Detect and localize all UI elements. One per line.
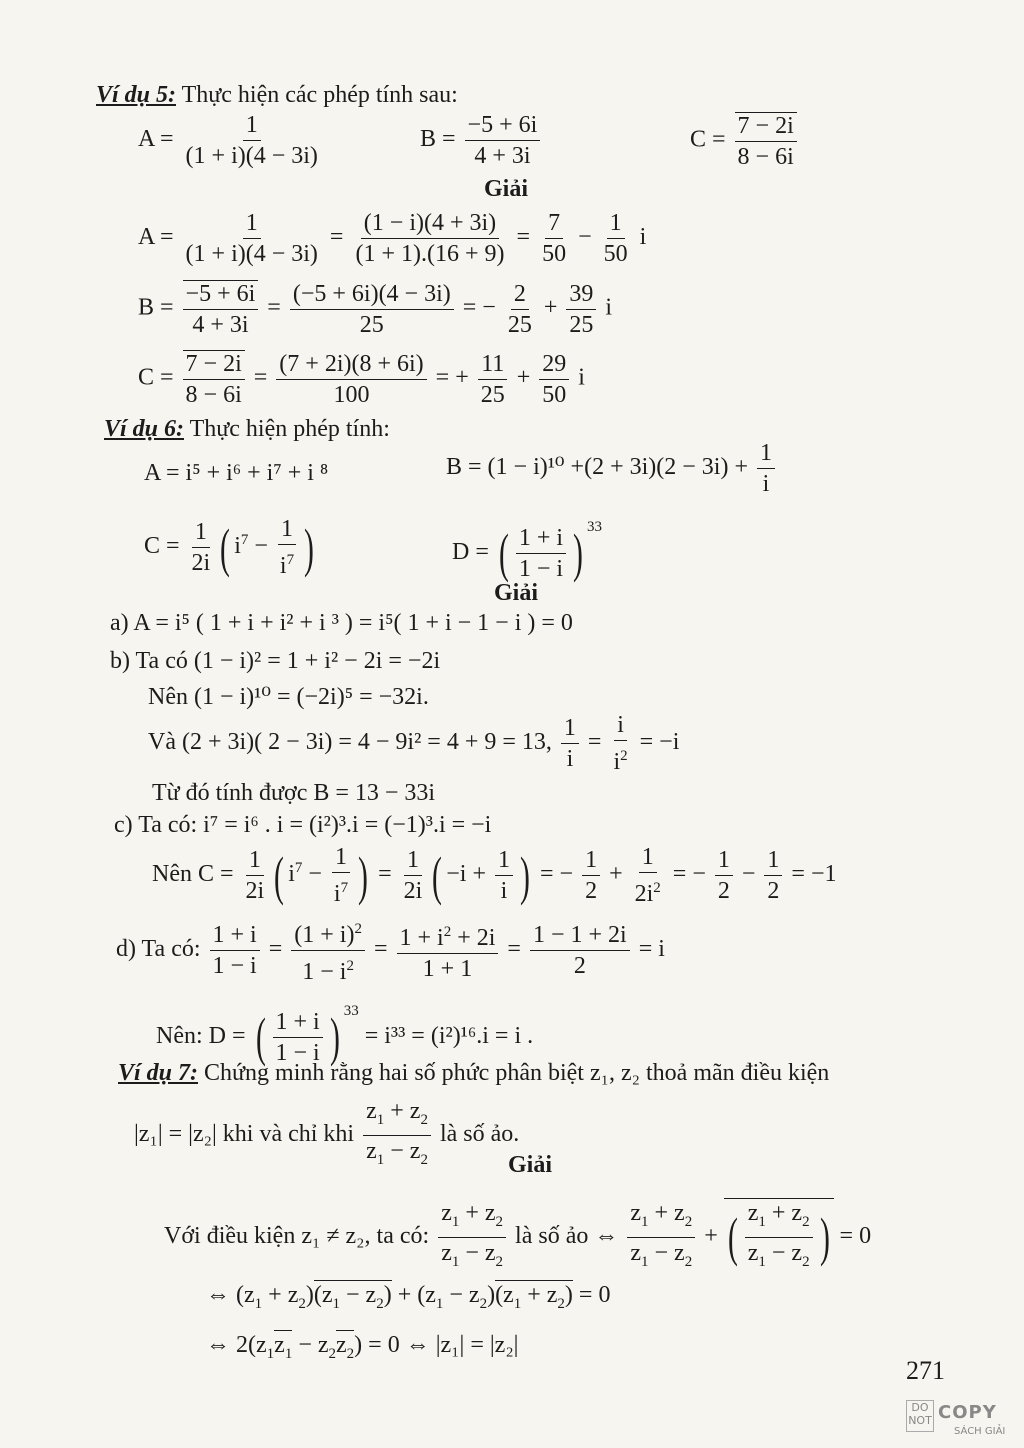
fraction: $\frac{-5 + 6i}{4 + 3i}$ xyxy=(465,112,541,169)
ex5-def-A: A = $\frac{1}{(1 + i)(4 - 3i)}$ xyxy=(138,112,324,169)
page-number: 271 xyxy=(906,1356,945,1385)
ex5-solution-title: Giải xyxy=(484,176,529,202)
ex5-def-B: B = $\frac{-5 + 6i}{4 + 3i}$ xyxy=(420,112,543,169)
ex6-part-d-line2: Nên: D = ( $\frac{1 + i}{1 - i}$ ) $^{33}$ = i³³ = (i²)¹⁶.i = i . xyxy=(156,1003,534,1068)
ex7-solution-title: Giải xyxy=(508,1152,553,1178)
ex5-solution-B: B = $\frac{-5 + 6i}{4 + 3i}$ = $\frac{(-5 + 6i)(4 - 3i)}{25}$ = − $\frac{2}{25}$ + $\frac{39}{25}$ i xyxy=(138,280,613,338)
ex6-def-A: A = i⁵ + i⁶ + i⁷ + i ⁸ xyxy=(144,460,329,486)
ex6-part-b-line3: Và (2 + 3i)( 2 − 3i) = 4 − 9i² = 4 + 9 = 13, $\frac{1}{i}$ = $\frac{i}{i^2}$ = −i xyxy=(148,712,680,775)
example-5-title xyxy=(96,80,458,110)
ex6-part-c-line1: c) Ta có: i⁷ = i⁶ . i = (i²)³.i = (−1)³.i = −i xyxy=(114,812,492,838)
fraction: $\frac{1}{(1 + i)(4 - 3i)}$ xyxy=(185,112,318,169)
ex6-def-D: D = ( $\frac{1 + i}{1 - i}$ ) $^{33}$ xyxy=(452,519,603,584)
fraction: $\frac{7 - 2i}{8 - 6i}$ xyxy=(735,112,797,170)
ex5-def-C: C = $\frac{7 - 2i}{8 - 6i}$ xyxy=(690,112,800,170)
ex6-part-b-line1: b) Ta có (1 − i)² = 1 + i² − 2i = −2i xyxy=(110,648,441,674)
example-7-condition: |z₁| = |z₂| khi và chỉ khi $\frac{z_1 + z_2}{z_1 - z_2}$ là số ảo. xyxy=(134,1098,520,1168)
example-6-prompt: Thực hiện phép tính: xyxy=(189,416,390,442)
example-5-prompt: Thực hiện các phép tính sau: xyxy=(181,82,458,108)
ex5-solution-C: C = $\frac{7 - 2i}{8 - 6i}$ = $\frac{(7 + 2i)(8 + 6i)}{100}$ = + $\frac{11}{25}$ + $\frac{29}{50}$ i xyxy=(138,350,585,408)
example-6-title xyxy=(104,414,390,444)
ex6-part-b-line2: Nên (1 − i)¹⁰ = (−2i)⁵ = −32i. xyxy=(148,684,429,710)
example-7-title xyxy=(118,1058,829,1088)
example-7-heading: Ví dụ 7: xyxy=(118,1060,199,1086)
ex6-part-b-result: Từ đó tính được B = 13 − 33i xyxy=(152,780,436,806)
do-not-copy-watermark: DO NOT COPY SÁCH GIẢI xyxy=(902,1398,1014,1440)
ex6-part-d-line1: d) Ta có: $\frac{1 + i}{1 - i}$ = $\frac{(1 + i)^2}{1 - i^2}$ = $\frac{1 + i^2 + 2i}{1 + 1}$ = $\frac{1 - 1 + 2i}{2}$ = i xyxy=(116,916,665,985)
ex6-solution-title: Giải xyxy=(494,580,539,606)
ex5-solution-A: A = $\frac{1}{(1 + i)(4 - 3i)}$ = $\frac{(1 - i)(4 + 3i)}{(1 + 1).(16 + 9)}$ = $\frac{7}{50}$ − $\frac{1}{50}$ i xyxy=(138,210,647,267)
example-6-heading: Ví dụ 6: xyxy=(104,416,185,442)
ex6-part-a: a) A = i⁵ ( 1 + i + i² + i ³ ) = i⁵( 1 + i − 1 − i ) = 0 xyxy=(110,610,573,636)
ex6-def-B: B = (1 − i)¹⁰ +(2 + 3i)(2 − 3i) + $\frac{1}{i}$ xyxy=(446,440,778,497)
ex6-part-c-line2: Nên C = $\frac{1}{2i}$ ( $i^7$ − $\frac{1}{i^7}$ ) = $\frac{1}{2i}$ ( −i + $\frac{1}{i}$ ) = − $\frac{1}{2}$ + $\frac{1}{2i^2}$ = − $\frac{1}{2}$ − $\frac{1}{2}$ = −1 xyxy=(152,844,837,907)
example-5-heading: Ví dụ 5: xyxy=(96,82,177,108)
ex6-def-C: C = $\frac{1}{2i}$ ( $i^7$ − $\frac{1}{i^7}$ ) xyxy=(144,516,315,579)
ex7-step-1: Với điều kiện z₁ ≠ z₂, ta có: $\frac{z_1 + z_2}{z_1 - z_2}$ là số ảo ⇔ $\frac{z_1 + z_2}{z_1 - z_2}$ + ( $\frac{z_1 + z_2}{z_1 - z_2}$ ) = 0 xyxy=(164,1198,871,1275)
example-7-prompt: Chứng minh rằng hai số phức phân biệt z₁, z₂ thoả mãn điều kiện xyxy=(204,1060,830,1086)
ex7-step-3: ⇔ $2(z_1z_1 - z_2z_2) = 0$ ⇔ |z₁| = |z₂| xyxy=(206,1332,519,1362)
ex7-step-2: ⇔ $(z_1 + z_2)(z_1 - z_2) + (z_1 - z_2)(z_1 + z_2) = 0$ xyxy=(206,1282,611,1312)
